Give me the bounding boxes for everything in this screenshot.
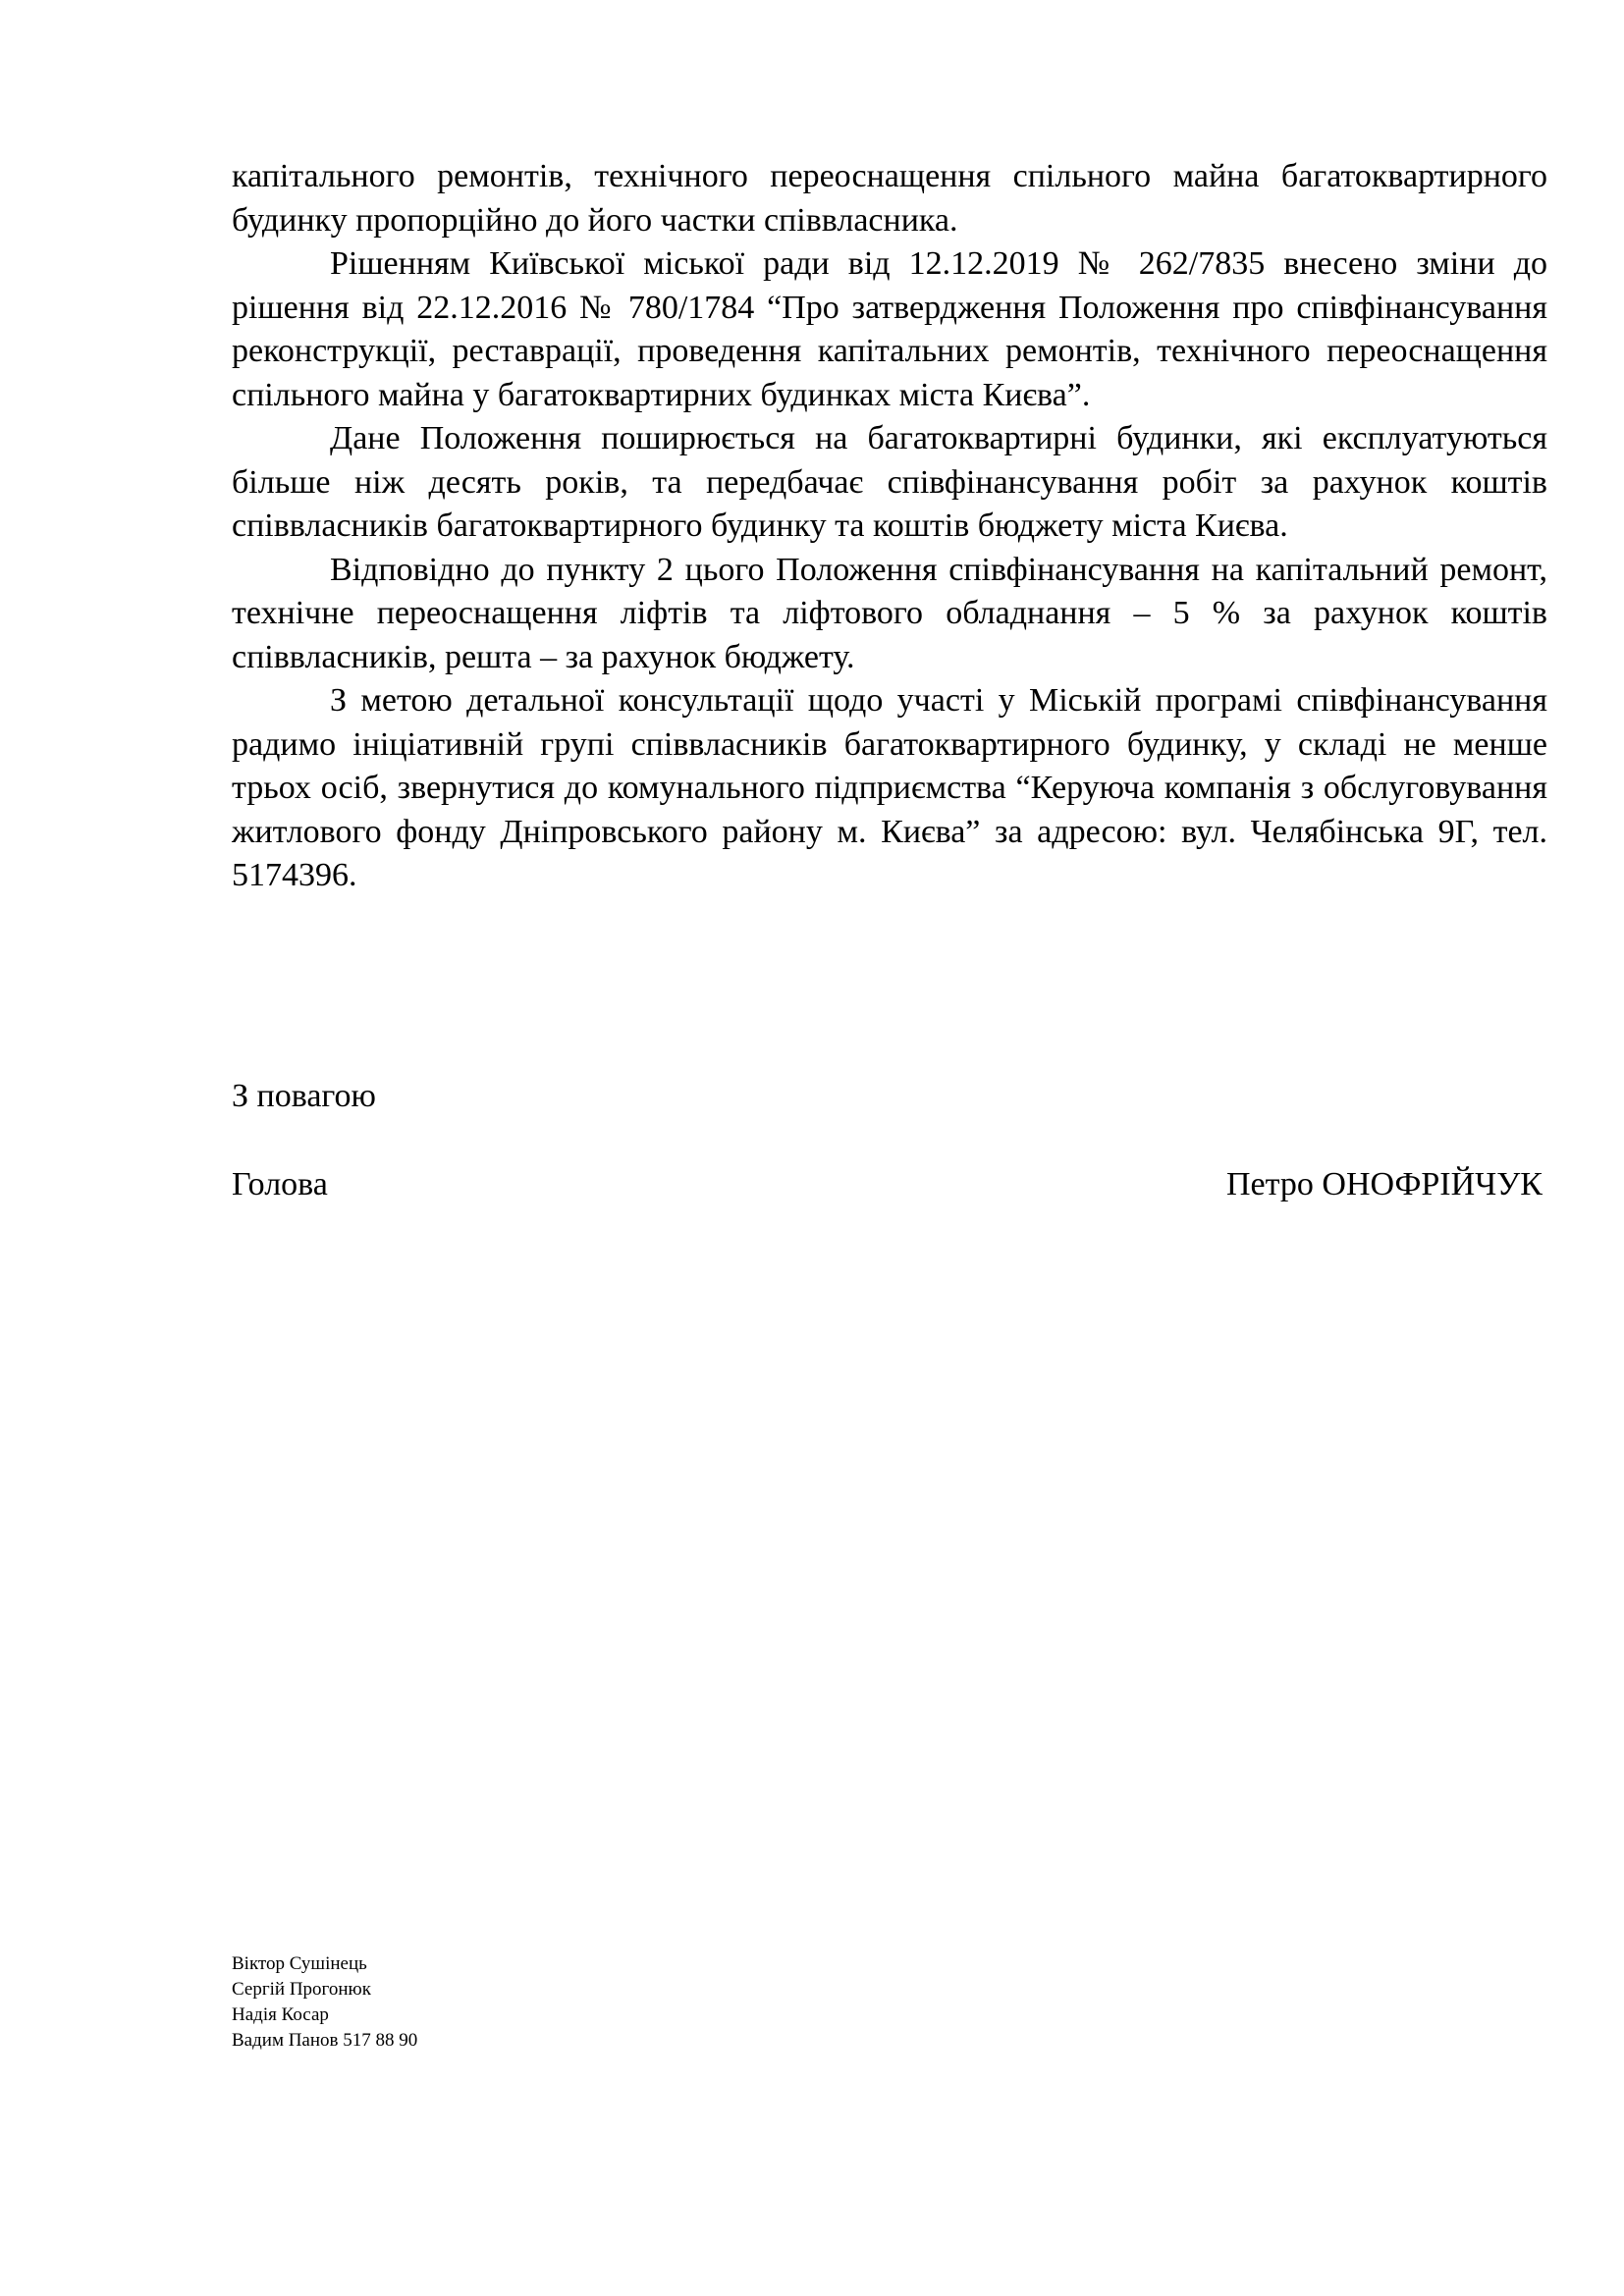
executor-item: Сергій Прогонюк (232, 1979, 371, 2000)
paragraph-consultation: З метою детальної консультації щодо участі у Міській програмі співфінансування радимо ініціативній групі співвласників багатоквартирного будинку, у складі не менше трьох осіб, звернутися до комунального підприємства “Керуюча компанія з обслуговування житлового фонду Дніпровського району м. Києва” за адресою: вул. Челябінська 9Г, тел. 5174396. (232, 682, 1547, 893)
paragraph-regulation-scope: Дане Положення поширюється на багатоквартирні будинки, які експлуатуються більше ніж десять років, та передбачає співфінансування робіт за рахунок коштів співвласників багатоквартирного будинку та коштів бюджету міста Києва. (232, 420, 1547, 544)
paragraph-continuation: капітального ремонтів, технічного переоснащення спільного майна багатоквартирного будинку пропорційно до його частки співвласника. (232, 158, 1547, 239)
paragraph-cofinancing-share: Відповідно до пункту 2 цього Положення співфінансування на капітальний ремонт, технічне переоснащення ліфтів та ліфтового обладнання – 5 % за рахунок коштів співвласників, решта – за рахунок бюджету. (232, 551, 1547, 675)
signature-block (232, 1163, 1543, 1206)
paragraph-council-decision: Рішенням Київської міської ради від 12.12.2019 № 262/7835 внесено зміни до рішення від 22.12.2016 № 780/1784 “Про затвердження Положення про співфінансування реконструкції, реставрації, проведення капітальних ремонтів, технічного переоснащення спільного майна у багатоквартирних будинках міста Києва”. (232, 245, 1547, 413)
executors-list (232, 1951, 417, 2054)
executor-item: Надія Косар (232, 2004, 329, 2025)
signatory-name: Петро ОНОФРІЙЧУК (1226, 1166, 1543, 1202)
executor-item: Вадим Панов 517 88 90 (232, 2030, 418, 2051)
executor-item: Віктор Сушінець (232, 1953, 367, 1974)
letter-body (232, 155, 1547, 898)
closing-phrase: З повагою (232, 1078, 376, 1114)
signatory-position: Голова (232, 1166, 328, 1202)
